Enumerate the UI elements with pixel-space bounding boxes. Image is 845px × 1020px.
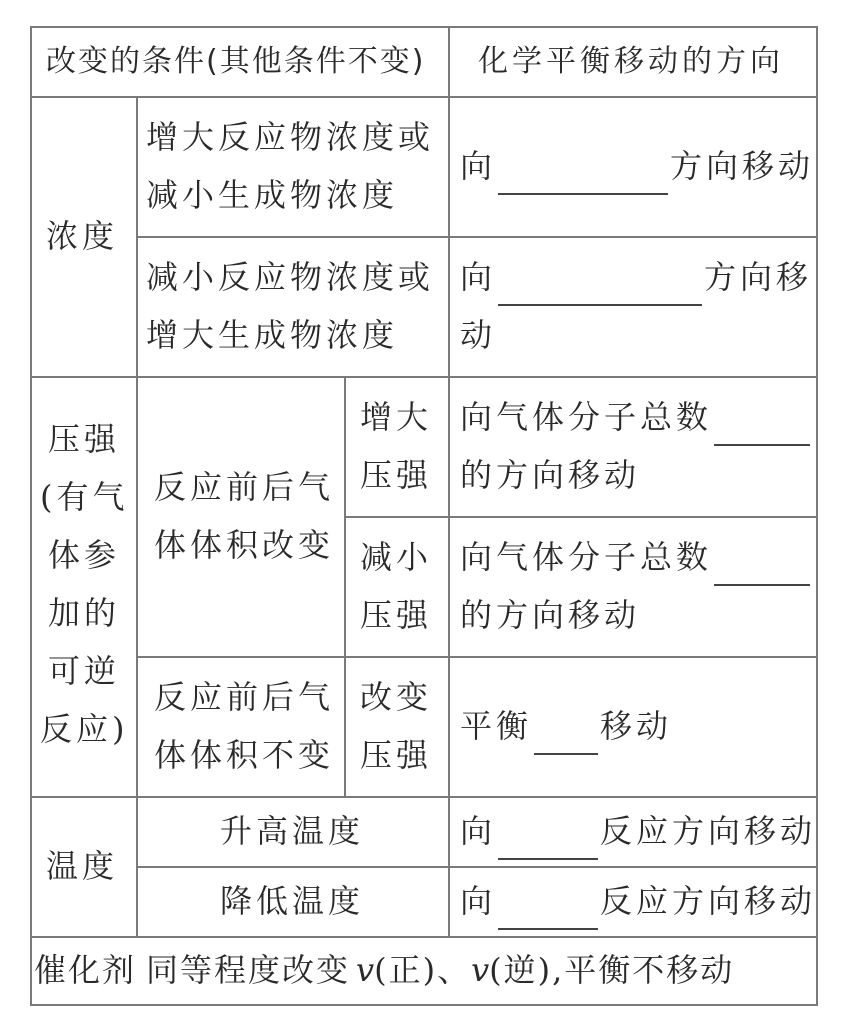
header-direction: 化学平衡移动的方向 xyxy=(478,44,784,79)
pressure-unchanged-volume: 反应前后气 体体积不变 xyxy=(154,678,335,774)
catalyst-label: 催化剂 xyxy=(34,951,137,989)
pressure-label: 压强 (有气 体参 加的 可逆 反应) xyxy=(40,420,129,748)
pressure-changed-volume: 反应前后气 体体积改变 xyxy=(154,468,335,564)
answer-blank[interactable] xyxy=(498,824,598,860)
header-condition: 改变的条件(其他条件不变) xyxy=(46,44,426,79)
answer-blank[interactable] xyxy=(714,550,810,586)
answer-blank[interactable] xyxy=(498,894,598,930)
concentration-row1-condition: 增大反应物浓度或 减小生成物浓度 xyxy=(146,118,435,214)
pressure-change: 改变 压强 xyxy=(359,678,432,774)
pressure-decrease: 减小 压强 xyxy=(359,538,432,634)
temperature-lower: 降低温度 xyxy=(219,882,364,920)
temperature-label: 温度 xyxy=(46,847,119,885)
concentration-row1-direction: 向 方向移动 xyxy=(460,137,814,195)
answer-blank[interactable] xyxy=(498,159,668,195)
temperature-raise-direction: 向 反应方向移动 xyxy=(460,802,816,860)
temperature-lower-direction: 向 反应方向移动 xyxy=(460,872,816,930)
concentration-label: 浓度 xyxy=(46,217,119,255)
pressure-unchanged-direction: 平衡 移动 xyxy=(460,697,672,755)
catalyst-description: 同等程度改变 v(正)、v(逆),平衡不移动 xyxy=(146,951,735,989)
answer-blank[interactable] xyxy=(498,270,702,306)
answer-blank[interactable] xyxy=(714,410,810,446)
pressure-decrease-direction: 向气体分子总数 的方向移动 xyxy=(460,528,812,644)
concentration-row2-condition: 减小反应物浓度或 增大生成物浓度 xyxy=(146,258,435,354)
answer-blank[interactable] xyxy=(534,719,598,755)
temperature-raise: 升高温度 xyxy=(219,812,364,850)
pressure-increase-direction: 向气体分子总数 的方向移动 xyxy=(460,388,812,504)
pressure-increase: 增大 压强 xyxy=(359,398,432,494)
concentration-row2-direction: 向 方向移 动 xyxy=(460,258,813,354)
